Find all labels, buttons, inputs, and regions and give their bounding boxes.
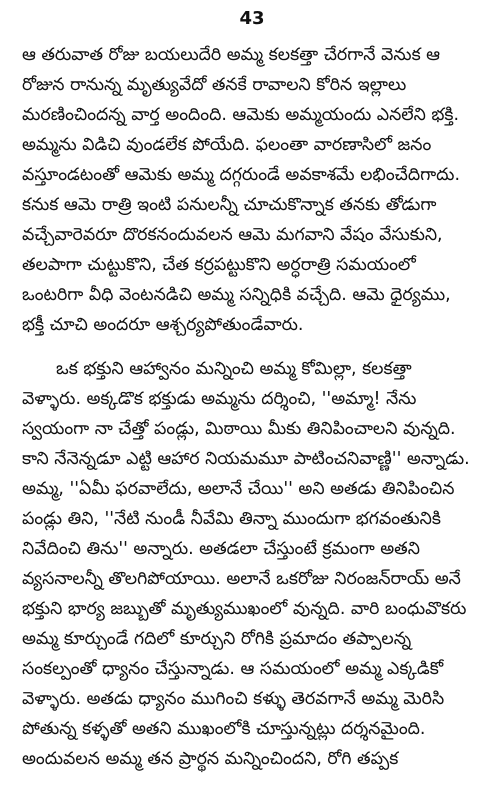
paragraph-1 <box>22 40 482 340</box>
text-line: వచ్చేవారెవరూ దొరకనందువలన ఆమె మగవాని వేషం వేసుకుని, <box>22 225 443 245</box>
text-line: ఆ తరువాత రోజు బయలుదేరి అమ్మ కలకత్తా చేరగానే వెనుక ఆ <box>22 45 441 65</box>
text-line: రోజున రానున్న మృత్యువేదో తనకే రావాలని కోరిన ఇల్లాలు <box>22 75 407 95</box>
text-line: వెళ్ళారు. అతడు ధ్యానం ముగించి కళ్ళు తెరవగానే అమ్మ మెరిసి <box>22 689 445 709</box>
text-line: అమ్మ, ''ఏమీ ఫరవాలేదు, అలానే చేయి'' అని అతడు తినిపించిన <box>22 479 455 499</box>
text-line: పోతున్న కళ్ళతో అతని ముఖంలోకి చూస్తున్నట్లు దర్శనమైంది. <box>22 719 426 739</box>
paragraph-2 <box>22 354 482 774</box>
text-line: భక్తుని భార్య జబ్బుతో మృత్యుముఖంలో వున్నది. వారి బంధువొకరు <box>22 599 467 619</box>
text-line: అందువలన అమ్మ తన ప్రార్థన మన్నించిందని, రోగి తప్పక <box>22 749 399 769</box>
text-line: తలపాగా చుట్టుకొని, చేత కర్రపట్టుకొని అర్ధరాత్రి సమయంలో <box>22 255 416 275</box>
text-line: కాని నేనెన్నడూ ఎట్టి ఆహార నియమమూ పాటించనివాణ్ణి'' అన్నాడు. <box>22 449 470 469</box>
paragraph-gap <box>22 340 482 354</box>
text-line: వెళ్ళారు. అక్కడొక భక్తుడు అమ్మను దర్శించి, ''అమ్మా! నేను <box>22 389 417 409</box>
text-line: నివేదించి తిను'' అన్నారు. అతడలా చేస్తుంటే క్రమంగా అతని <box>22 539 420 559</box>
page-number: 43 <box>239 8 265 29</box>
text-line: ఒంటరిగా వీధి వెంటనడిచి అమ్మ సన్నిధికి వచ్చేది. ఆమె ధైర్యము, <box>22 285 451 305</box>
text-line: వ్యసనాలన్నీ తొలగిపోయాయి. అలానే ఒకరోజు నిరంజన్‌రాయ్ అనే <box>22 569 461 589</box>
text-line: సంకల్పంతో ధ్యానం చేస్తున్నాడు. ఆ సమయంలో అమ్మ ఎక్కడికో <box>22 659 444 679</box>
text-line: అమ్మ కూర్చుండే గదిలో కూర్చుని రోగికి ప్రమాదం తప్పాలన్న <box>22 629 412 649</box>
text-line: అమ్మను విడిచి వుండలేక పోయేది. ఫలంతా వారణాసిలో జనం <box>22 135 432 155</box>
text-line: స్వయంగా నా చేత్తో పండ్లు, మిఠాయి మీకు తినిపించాలని వున్నది. <box>22 419 456 439</box>
text-line: ఒక భక్తుని ఆహ్వానం మన్నించి అమ్మ కోమిల్లా, కలకత్తా <box>56 359 412 379</box>
text-line: భక్తీ చూచి అందరూ ఆశ్చర్యపోతుండేవారు. <box>22 315 304 335</box>
text-line: పండ్లు తిని, ''నేటి నుండీ నీవేమి తిన్నా ముందుగా భగవంతునికి <box>22 509 441 529</box>
text-line: కనుక ఆమె రాత్రి ఇంటి పనులన్నీ చూచుకొన్నాక తనకు తోడుగా <box>22 195 437 215</box>
text-line: వస్తూండటంతో ఆమెకు అమ్మ దగ్గరుండే అవకాశమే లభించేదిగాదు. <box>22 165 460 185</box>
text-line: మరణించిందన్న వార్త అందింది. ఆమెకు అమ్మయందు ఎనలేని భక్తి. <box>22 105 460 125</box>
